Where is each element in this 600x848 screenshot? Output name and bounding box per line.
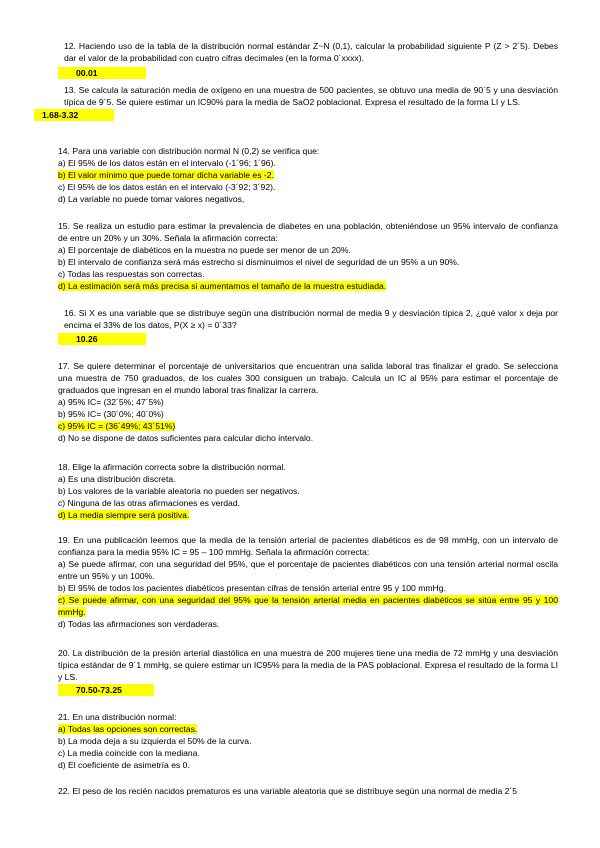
option-a: a) El 95% de los datos están en el intervalo (-1´96; 1´96). [58, 158, 276, 168]
answer-highlight: 10.26 [58, 333, 146, 345]
question-12 [58, 40, 558, 79]
option-a: a) Es una distribución discreta. [58, 474, 176, 484]
question-stem: 14. Para una variable con distribución normal N (0,2) se verifica que: [58, 146, 320, 156]
option-b: b) 95% IC= (30´0%; 40´0%) [58, 409, 164, 419]
question-stem: 22. El peso de los recién nacidos prematuros es una variable aleatoria que se distribuye según una normal de media 2´5 [58, 786, 518, 796]
question-stem: 20. La distribución de la presión arterial diastólica en una muestra de 200 mujeres tiene una media de 72 mmHg y una desviación típica estándar de 9´1 mmHg, se quiere estimar un IC95% para la media de la PAS poblacional. Expresa el resultado de la forma LI y LS. [58, 648, 558, 682]
question-19 [58, 534, 558, 630]
option-b: b) El intervalo de confianza será más estrecho si disminuimos el nivel de seguridad de un 95% a un 90%. [58, 257, 460, 267]
question-stem: 13. Se calcula la saturación media de oxígeno en una muestra de 500 pacientes, se obtuvo una media de 90´5 y una desviación típica de 9´5. Se quiere estimar un IC90% para la media de SaO2 poblacional. Expresa el resultado de la forma LI y LS. [64, 85, 558, 107]
option-b: b) La moda deja a su izquierda el 50% de la curva. [58, 736, 252, 746]
option-d: d) El coeficiente de asimetría es 0. [58, 760, 190, 770]
option-c-correct: c) 95% IC = (36´49%; 43´51%) [58, 421, 176, 431]
option-d: d) No se dispone de datos suficientes para calcular dicho intervalo. [58, 433, 314, 443]
option-a-correct: a) Todas las opciones son correctas. [58, 724, 198, 734]
option-c: c) Todas las respuestas son correctas. [58, 269, 205, 279]
option-c: c) La media coincide con la mediana. [58, 748, 200, 758]
question-15 [58, 220, 558, 292]
option-c-correct: c) Se puede afirmar, con una seguridad del 95% que la tensión arterial media en pacientes diabéticos se sitúa entre 95 y 100 mmHg. [58, 595, 558, 617]
option-b: b) El 95% de todos los pacientes diabéticos presentan cifras de tensión arterial entre 95 y 100 mmHg. [58, 583, 446, 593]
option-a: a) Se puede afirmar, con una seguridad del 95%, que el porcentaje de pacientes diabéticos con una tensión arterial normal oscila entre un 95% y un 100%. [58, 559, 558, 581]
answer-highlight: 1.68-3.32 [34, 109, 114, 121]
question-20 [58, 647, 558, 696]
option-c: c) El 95% de los datos están en el intervalo (-3´92; 3´92). [58, 182, 276, 192]
option-d-correct: d) La estimación será más precisa si aumentamos el tamaño de la muestra estudiada. [58, 281, 387, 291]
question-14 [58, 145, 558, 205]
option-a: a) 95% IC= (32´5%; 47´5%) [58, 397, 164, 407]
question-stem: 21. En una distribución normal: [58, 712, 177, 722]
question-stem: 15. Se realiza un estudio para estimar la prevalencia de diabetes en una población, obteniéndose un 95% intervalo de confianza de entre un 20% y un 30%. Señala la afirmación correcta: [58, 221, 558, 243]
question-stem: 18. Elige la afirmación correcta sobre la distribución normal. [58, 462, 286, 472]
question-stem: 12. Haciendo uso de la tabla de la distribución normal estándar Z~N (0,1), calcular la probabilidad siguiente P (Z > 2´5). Debes dar el valor de la probabilidad con cuatro cifras decimales (en la forma 0´xxxx). [64, 41, 558, 63]
question-21 [58, 711, 558, 771]
question-stem: 16. Si X es una variable que se distribuye según una distribución normal de media 9 y desviación típica 2, ¿qué valor x deja por encima el 33% de los datos, P(X ≥ x) = 0´33? [64, 308, 558, 330]
option-a: a) El porcentaje de diabéticos en la muestra no puede ser menor de un 20%. [58, 245, 351, 255]
question-18 [58, 461, 558, 521]
question-17 [58, 360, 558, 444]
option-d: d) Todas las afirmaciones son verdaderas. [58, 619, 220, 629]
option-d-correct: d) La media siempre será positiva. [58, 510, 190, 520]
option-b-correct: b) El valor mínimo que puede tomar dicha variable es -2. [58, 170, 274, 180]
question-13 [42, 84, 558, 121]
question-stem: 17. Se quiere determinar el porcentaje de universitarios que encuentran una salida laboral tras finalizar el grado. Se selecciona una muestra de 750 graduados, de los cuales 300 consiguen un trabajo. Calcula un IC al 95% para estimar el porcentaje de graduados que ingresan en el mundo laboral tras finalizar la carrera. [58, 361, 558, 395]
option-d: d) La variable no puede tomar valores negativos, [58, 194, 245, 204]
question-16 [58, 307, 558, 345]
answer-highlight: 00.01 [58, 67, 146, 79]
answer-highlight: 70.50-73.25 [58, 684, 154, 696]
option-c: c) Ninguna de las otras afirmaciones es verdad. [58, 498, 240, 508]
option-b: b) Los valores de la variable aleatoria no pueden ser negativos. [58, 486, 300, 496]
question-stem: 19. En una publicación leemos que la media de la tensión arterial de pacientes diabéticos es de 98 mmHg, con un intervalo de confianza para la media 95% IC = 95 – 100 mmHg. Señala la afirmación correcta: [58, 535, 558, 557]
question-22 [58, 785, 558, 797]
